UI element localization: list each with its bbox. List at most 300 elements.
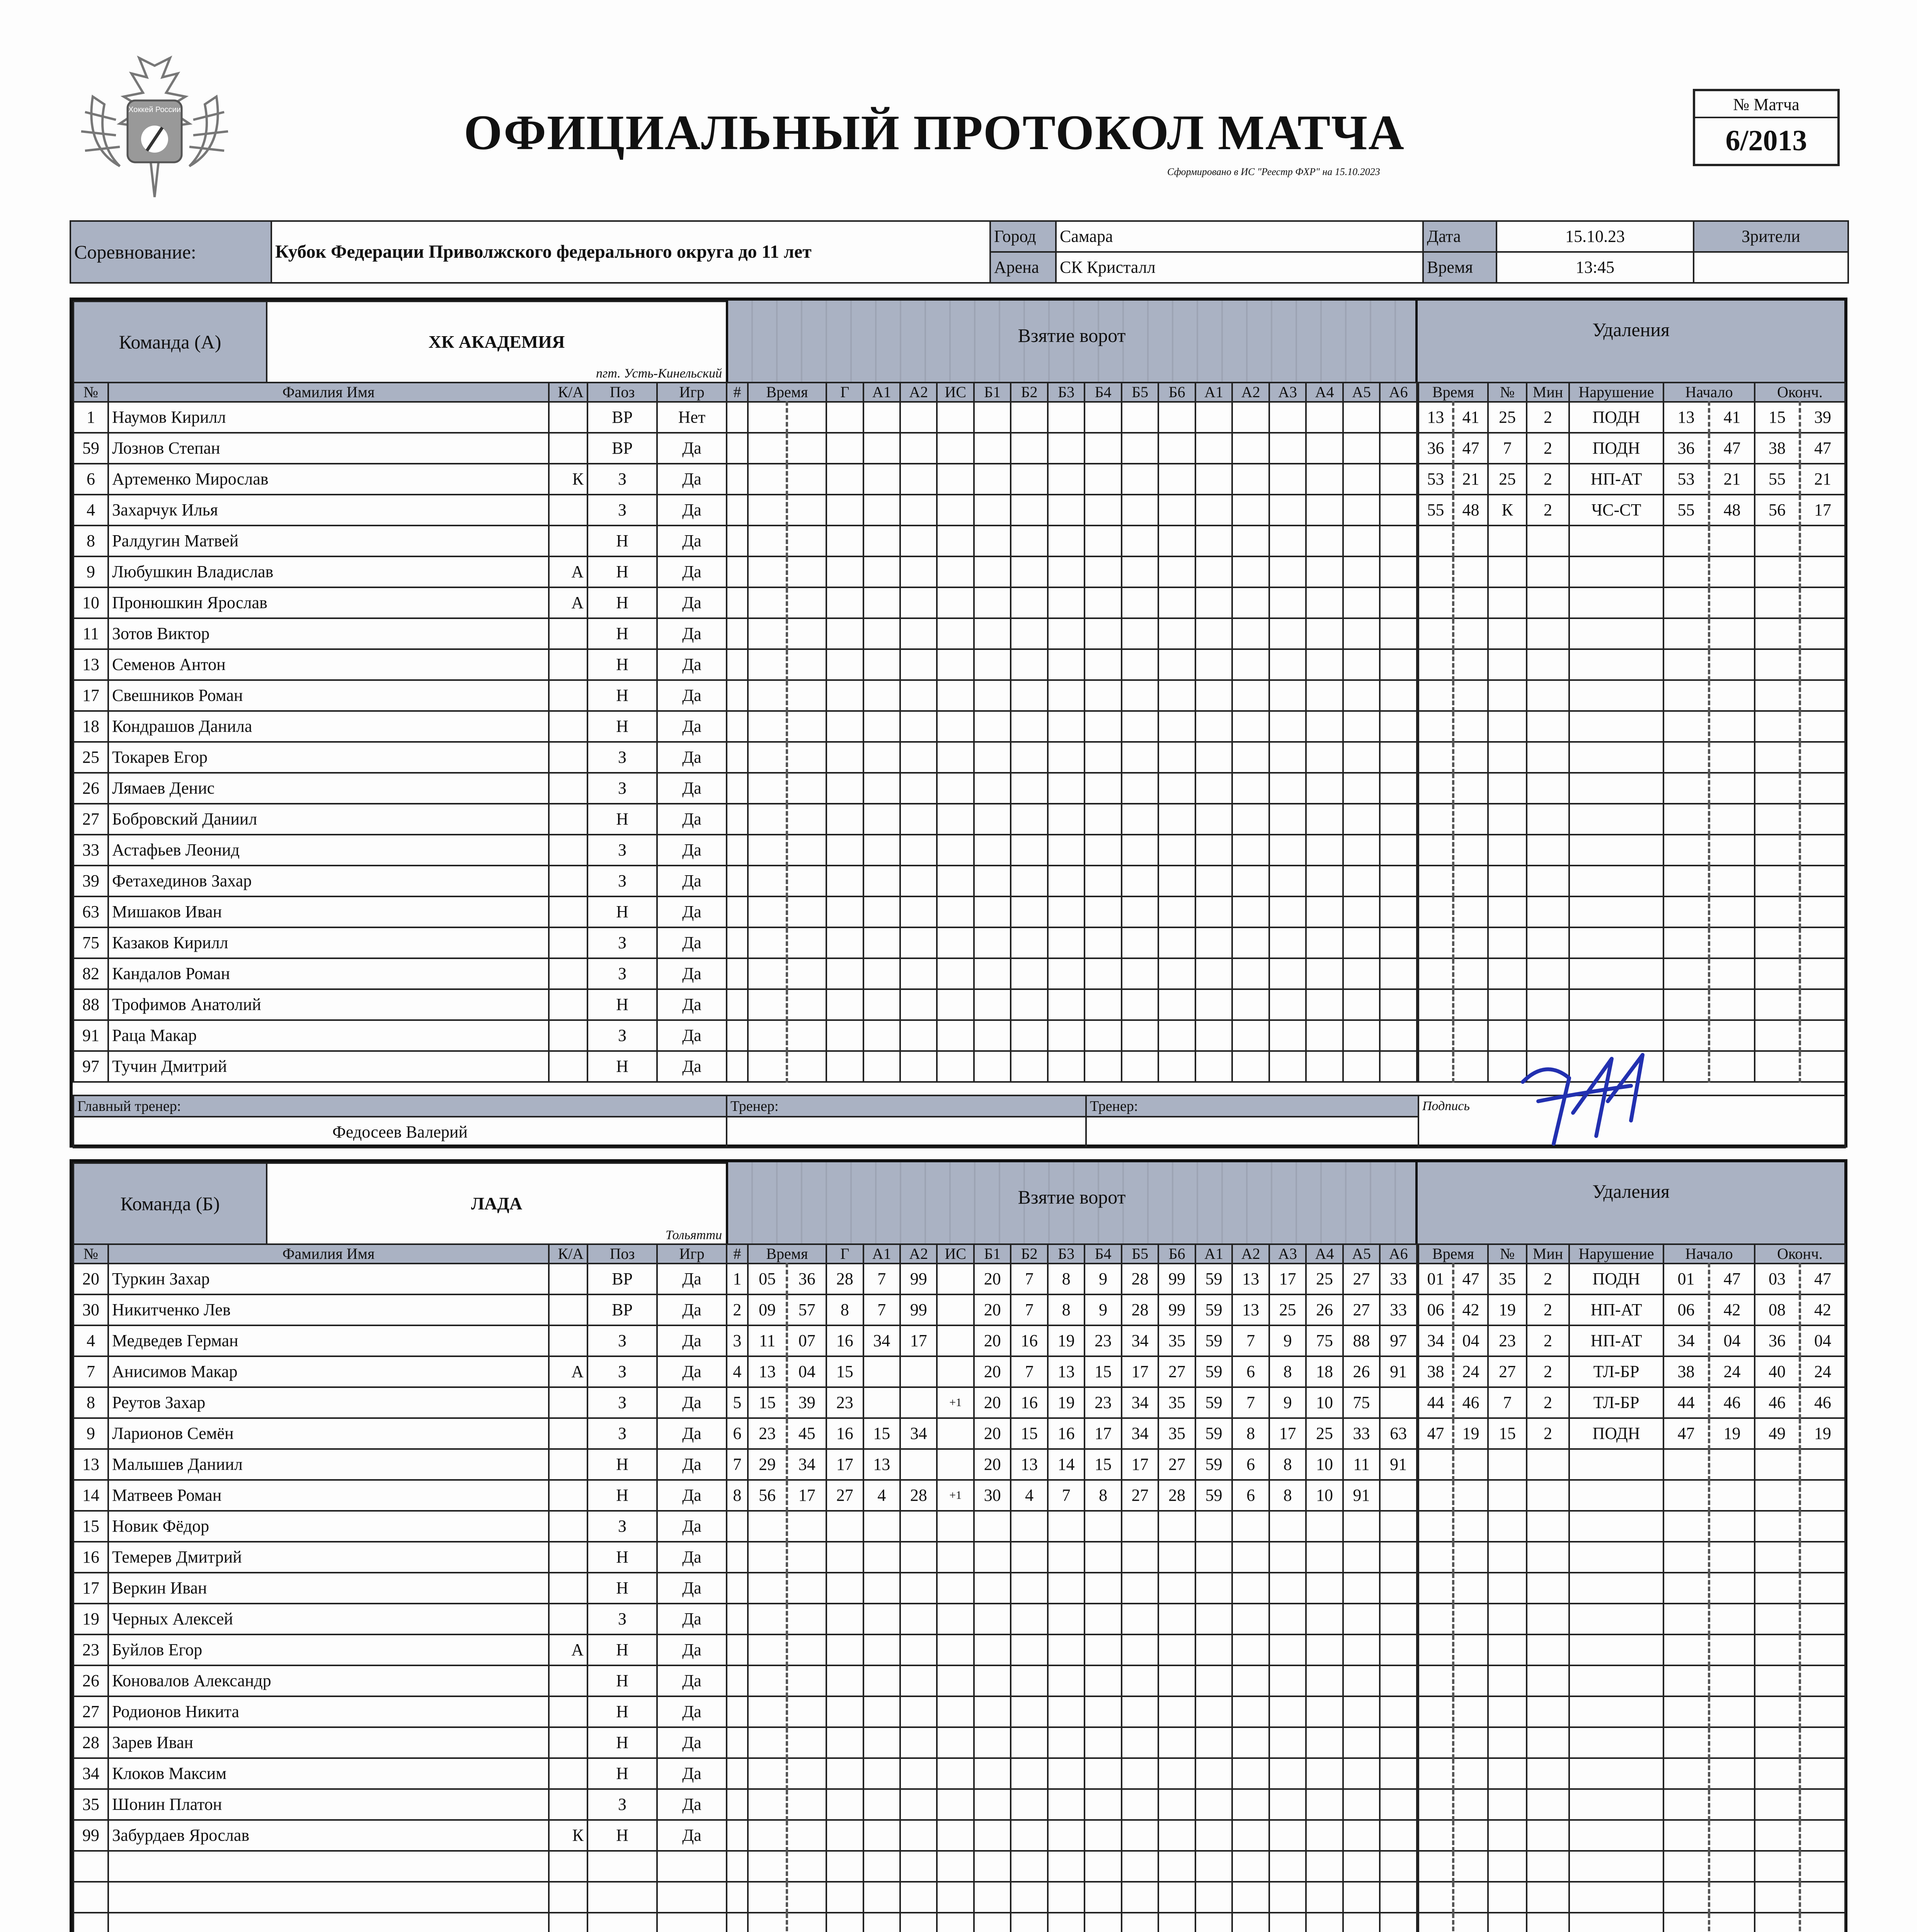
goal-cell bbox=[1084, 1020, 1121, 1051]
pen-time-s bbox=[1453, 989, 1488, 1020]
goal-number bbox=[727, 587, 748, 618]
pen-player bbox=[1488, 1573, 1527, 1604]
pen-start-s bbox=[1709, 1665, 1755, 1696]
goal-cell bbox=[937, 587, 974, 618]
goal-cell bbox=[863, 1511, 900, 1542]
pen-end-m bbox=[1755, 1020, 1800, 1051]
goal-cell bbox=[1122, 1820, 1158, 1851]
goals-col-b4: Б4 bbox=[1084, 1244, 1121, 1264]
goal-cell bbox=[1084, 680, 1121, 711]
goal-time: 15 bbox=[748, 1387, 787, 1418]
goal-cell bbox=[974, 1789, 1011, 1820]
goal-cell bbox=[1011, 1020, 1047, 1051]
goal-cell: 17 bbox=[1084, 1418, 1121, 1449]
pen-violation: ПОДН bbox=[1569, 1264, 1663, 1294]
player-name: Мишаков Иван bbox=[108, 896, 549, 927]
goal-cell: 34 bbox=[1122, 1418, 1158, 1449]
goal-cell: 28 bbox=[826, 1264, 863, 1294]
goal-cell: 8 bbox=[1048, 1294, 1084, 1325]
pen-time-m bbox=[1418, 1542, 1453, 1573]
goal-cell bbox=[1048, 1789, 1084, 1820]
table-row bbox=[727, 773, 1417, 804]
pen-minutes bbox=[1527, 1449, 1569, 1480]
player-position: З bbox=[587, 835, 657, 866]
goal-cell bbox=[1306, 896, 1343, 927]
pen-violation bbox=[1569, 1604, 1663, 1634]
team-a-signature bbox=[1515, 1043, 1693, 1159]
pen-violation bbox=[1569, 1820, 1663, 1851]
goal-cell: 25 bbox=[1306, 1418, 1343, 1449]
goal-number bbox=[727, 711, 748, 742]
competition-label: Соревнование: bbox=[70, 221, 271, 283]
goal-cell bbox=[1158, 680, 1195, 711]
player-number: 99 bbox=[73, 1820, 108, 1851]
goal-cell bbox=[1343, 556, 1380, 587]
table-row bbox=[73, 1727, 727, 1758]
goal-cell bbox=[1380, 1051, 1417, 1082]
goal-cell: 17 bbox=[1122, 1449, 1158, 1480]
pen-end-m bbox=[1755, 1913, 1800, 1932]
pen-start-s: 24 bbox=[1709, 1356, 1755, 1387]
goal-cell bbox=[1158, 1913, 1195, 1932]
goal-time bbox=[748, 1511, 787, 1542]
pen-minutes bbox=[1527, 556, 1569, 587]
goal-cell bbox=[1011, 587, 1047, 618]
goals-col-ga1: А1 bbox=[1195, 1244, 1232, 1264]
goal-cell bbox=[1084, 773, 1121, 804]
goal-number bbox=[727, 495, 748, 526]
competition-name: Кубок Федерации Приволжского федерального округа до 11 лет bbox=[271, 221, 990, 283]
table-row bbox=[727, 402, 1417, 433]
goal-cell bbox=[1232, 1665, 1269, 1696]
pen-end-s bbox=[1800, 1913, 1845, 1932]
player-name: Бобровский Даниил bbox=[108, 804, 549, 835]
pen-time-m bbox=[1418, 1480, 1453, 1511]
goal-cell bbox=[1011, 896, 1047, 927]
goals-col-ga6: А6 bbox=[1380, 383, 1417, 402]
pen-minutes bbox=[1527, 742, 1569, 773]
player-number: 39 bbox=[73, 866, 108, 896]
pen-end-m bbox=[1755, 835, 1800, 866]
goal-cell bbox=[974, 835, 1011, 866]
table-row bbox=[1418, 402, 1845, 433]
pen-end-s bbox=[1800, 1758, 1845, 1789]
player-number bbox=[73, 1882, 108, 1913]
table-row bbox=[73, 1604, 727, 1634]
table-row bbox=[1418, 1727, 1845, 1758]
table-row bbox=[1418, 618, 1845, 649]
goal-cell: 13 bbox=[1048, 1356, 1084, 1387]
pen-end-m: 40 bbox=[1755, 1356, 1800, 1387]
pen-player: 25 bbox=[1488, 464, 1527, 495]
goal-number bbox=[727, 1573, 748, 1604]
pen-minutes: 2 bbox=[1527, 464, 1569, 495]
table-row bbox=[73, 1696, 727, 1727]
pen-start-m: 06 bbox=[1663, 1294, 1709, 1325]
team-b-roster bbox=[73, 1243, 727, 1932]
pen-time-m bbox=[1418, 742, 1453, 773]
pen-end-m bbox=[1755, 866, 1800, 896]
pen-minutes bbox=[1527, 1789, 1569, 1820]
goal-cell bbox=[863, 804, 900, 835]
goal-cell bbox=[1122, 1913, 1158, 1932]
pen-end-m bbox=[1755, 649, 1800, 680]
goal-cell bbox=[826, 742, 863, 773]
goal-cell bbox=[1011, 1573, 1047, 1604]
goal-cell bbox=[1048, 742, 1084, 773]
goal-cell bbox=[1306, 1882, 1343, 1913]
goal-cell bbox=[1122, 835, 1158, 866]
goal-cell: 8 bbox=[1269, 1480, 1306, 1511]
goal-cell bbox=[1195, 556, 1232, 587]
goal-cell bbox=[900, 526, 937, 556]
pen-start-m bbox=[1663, 1480, 1709, 1511]
goal-time bbox=[748, 866, 787, 896]
goal-cell bbox=[900, 1542, 937, 1573]
player-position: Н bbox=[587, 1051, 657, 1082]
goal-cell bbox=[974, 495, 1011, 526]
goal-cell bbox=[826, 1051, 863, 1082]
goal-cell bbox=[937, 1418, 974, 1449]
goal-cell bbox=[863, 958, 900, 989]
pen-time-m bbox=[1418, 1634, 1453, 1665]
goal-number bbox=[727, 1913, 748, 1932]
pen-start-s bbox=[1709, 1449, 1755, 1480]
goal-cell bbox=[1343, 989, 1380, 1020]
goal-cell bbox=[1269, 711, 1306, 742]
pen-end-m bbox=[1755, 711, 1800, 742]
goal-cell bbox=[1048, 896, 1084, 927]
goal-time: 04 bbox=[787, 1356, 826, 1387]
player-role bbox=[549, 804, 587, 835]
goal-time bbox=[787, 618, 826, 649]
pen-player bbox=[1488, 526, 1527, 556]
goal-cell bbox=[1306, 433, 1343, 464]
pen-end-s bbox=[1800, 1882, 1845, 1913]
pen-time-m: 06 bbox=[1418, 1294, 1453, 1325]
pen-minutes bbox=[1527, 773, 1569, 804]
goal-cell bbox=[1195, 1758, 1232, 1789]
goal-cell bbox=[1011, 1851, 1047, 1882]
player-number: 30 bbox=[73, 1294, 108, 1325]
player-plays: Да bbox=[657, 618, 727, 649]
pen-time-s: 47 bbox=[1453, 1264, 1488, 1294]
pen-time-s: 04 bbox=[1453, 1325, 1488, 1356]
goal-cell bbox=[863, 618, 900, 649]
pen-end-s bbox=[1800, 989, 1845, 1020]
goal-cell bbox=[826, 402, 863, 433]
goal-cell bbox=[826, 958, 863, 989]
goal-cell bbox=[1158, 989, 1195, 1020]
pen-start-s bbox=[1709, 649, 1755, 680]
goals-col-g: Г bbox=[826, 383, 863, 402]
pen-minutes bbox=[1527, 866, 1569, 896]
goal-cell bbox=[1195, 1665, 1232, 1696]
goal-cell bbox=[1048, 958, 1084, 989]
goal-cell bbox=[900, 1356, 937, 1387]
pen-start-s bbox=[1709, 1820, 1755, 1851]
goal-cell bbox=[900, 711, 937, 742]
pen-player bbox=[1488, 1758, 1527, 1789]
goal-cell bbox=[1232, 1634, 1269, 1665]
pen-time-s bbox=[1453, 1449, 1488, 1480]
goal-cell bbox=[900, 1882, 937, 1913]
goal-cell bbox=[1232, 556, 1269, 587]
pen-end-m bbox=[1755, 989, 1800, 1020]
goal-cell bbox=[900, 587, 937, 618]
pen-time-m bbox=[1418, 1511, 1453, 1542]
goal-cell bbox=[1122, 587, 1158, 618]
goal-cell bbox=[1343, 1882, 1380, 1913]
table-row bbox=[73, 958, 727, 989]
goal-cell bbox=[1269, 835, 1306, 866]
goal-cell bbox=[1011, 433, 1047, 464]
goal-cell bbox=[1380, 1913, 1417, 1932]
pen-time-s bbox=[1453, 1480, 1488, 1511]
pen-start-s bbox=[1709, 773, 1755, 804]
table-row bbox=[727, 1294, 1417, 1325]
goals-col-b5: Б5 bbox=[1122, 383, 1158, 402]
goal-time: 09 bbox=[748, 1294, 787, 1325]
pen-violation: НП-АТ bbox=[1569, 464, 1663, 495]
pen-player bbox=[1488, 958, 1527, 989]
goal-cell bbox=[1380, 989, 1417, 1020]
goal-time bbox=[748, 958, 787, 989]
goal-cell bbox=[974, 1882, 1011, 1913]
goal-cell bbox=[1306, 1634, 1343, 1665]
pen-violation bbox=[1569, 1696, 1663, 1727]
goal-cell bbox=[1048, 711, 1084, 742]
player-name: Реутов Захар bbox=[108, 1387, 549, 1418]
goal-cell bbox=[1011, 649, 1047, 680]
goal-cell bbox=[1195, 989, 1232, 1020]
player-position: З bbox=[587, 1020, 657, 1051]
goal-cell: 16 bbox=[826, 1325, 863, 1356]
player-name: Лямаев Денис bbox=[108, 773, 549, 804]
table-row bbox=[1418, 1387, 1845, 1418]
goal-cell bbox=[1380, 464, 1417, 495]
goal-cell: 59 bbox=[1195, 1264, 1232, 1294]
goal-cell bbox=[1343, 1542, 1380, 1573]
goal-cell bbox=[974, 989, 1011, 1020]
goal-cell: 27 bbox=[1122, 1480, 1158, 1511]
goal-cell bbox=[1380, 1851, 1417, 1882]
goal-cell bbox=[1269, 495, 1306, 526]
goal-cell bbox=[1380, 742, 1417, 773]
pen-violation bbox=[1569, 649, 1663, 680]
goal-cell bbox=[1343, 1913, 1380, 1932]
goal-time bbox=[787, 1882, 826, 1913]
goal-cell bbox=[1048, 1851, 1084, 1882]
goal-cell bbox=[863, 526, 900, 556]
goal-cell bbox=[1195, 1820, 1232, 1851]
goal-cell bbox=[1343, 680, 1380, 711]
roster-col-play: Игр bbox=[657, 383, 727, 402]
pen-violation bbox=[1569, 1542, 1663, 1573]
goal-cell bbox=[1084, 526, 1121, 556]
player-position: Н bbox=[587, 711, 657, 742]
goal-cell: 8 bbox=[1048, 1264, 1084, 1294]
goal-cell bbox=[1232, 1604, 1269, 1634]
goal-cell bbox=[863, 495, 900, 526]
goal-number bbox=[727, 618, 748, 649]
goal-cell bbox=[1306, 1511, 1343, 1542]
pen-start-s bbox=[1709, 618, 1755, 649]
goal-cell bbox=[1195, 958, 1232, 989]
goal-cell: 27 bbox=[1343, 1294, 1380, 1325]
goal-cell bbox=[1269, 1511, 1306, 1542]
goal-cell bbox=[1343, 402, 1380, 433]
pen-col-start: Начало bbox=[1663, 1244, 1755, 1264]
player-name: Никитченко Лев bbox=[108, 1294, 549, 1325]
goal-cell bbox=[1232, 1542, 1269, 1573]
player-position: Н bbox=[587, 989, 657, 1020]
player-number: 26 bbox=[73, 773, 108, 804]
pen-end-s bbox=[1800, 1665, 1845, 1696]
goal-cell bbox=[937, 618, 974, 649]
pen-end-s bbox=[1800, 835, 1845, 866]
goal-number bbox=[727, 1727, 748, 1758]
goal-cell bbox=[1195, 773, 1232, 804]
pen-minutes bbox=[1527, 680, 1569, 711]
goal-cell bbox=[1158, 1851, 1195, 1882]
pen-violation bbox=[1569, 1573, 1663, 1604]
goal-cell bbox=[1306, 866, 1343, 896]
player-name: Тучин Дмитрий bbox=[108, 1051, 549, 1082]
player-role: А bbox=[549, 1356, 587, 1387]
player-number: 19 bbox=[73, 1604, 108, 1634]
goal-cell: 28 bbox=[900, 1480, 937, 1511]
player-name: Темерев Дмитрий bbox=[108, 1542, 549, 1573]
table-row bbox=[73, 1665, 727, 1696]
pen-end-s bbox=[1800, 1851, 1845, 1882]
table-row bbox=[1418, 495, 1845, 526]
player-plays: Да bbox=[657, 1511, 727, 1542]
goal-cell bbox=[863, 927, 900, 958]
pen-end-m bbox=[1755, 1758, 1800, 1789]
goal-cell: 8 bbox=[826, 1294, 863, 1325]
player-role bbox=[549, 433, 587, 464]
team-a-signature-label: Подпись bbox=[1422, 1099, 1470, 1113]
pen-minutes bbox=[1527, 804, 1569, 835]
goal-cell: 14 bbox=[1048, 1449, 1084, 1480]
goal-cell bbox=[900, 649, 937, 680]
pen-end-m bbox=[1755, 1511, 1800, 1542]
player-plays: Да bbox=[657, 711, 727, 742]
player-position: ВР bbox=[587, 402, 657, 433]
table-row bbox=[727, 1820, 1417, 1851]
match-number-label: № Матча bbox=[1695, 91, 1837, 118]
pen-end-s: 39 bbox=[1800, 402, 1845, 433]
goal-cell: 91 bbox=[1380, 1449, 1417, 1480]
goal-cell bbox=[974, 866, 1011, 896]
goal-cell: 15 bbox=[863, 1418, 900, 1449]
goal-cell: 13 bbox=[863, 1449, 900, 1480]
goal-cell bbox=[1343, 464, 1380, 495]
table-row bbox=[73, 711, 727, 742]
goal-cell bbox=[937, 1604, 974, 1634]
pen-player bbox=[1488, 1449, 1527, 1480]
pen-time-s bbox=[1453, 866, 1488, 896]
goal-cell: 23 bbox=[1084, 1387, 1121, 1418]
goal-cell: 15 bbox=[1011, 1418, 1047, 1449]
player-plays: Да bbox=[657, 1634, 727, 1665]
goal-cell bbox=[1269, 649, 1306, 680]
player-plays: Да bbox=[657, 1604, 727, 1634]
goal-cell bbox=[1232, 1696, 1269, 1727]
pen-time-s bbox=[1453, 804, 1488, 835]
player-position: З bbox=[587, 1418, 657, 1449]
goal-cell bbox=[1269, 1573, 1306, 1604]
player-role bbox=[549, 1387, 587, 1418]
goal-cell bbox=[1158, 1511, 1195, 1542]
goal-cell bbox=[1269, 464, 1306, 495]
goal-cell bbox=[1011, 866, 1047, 896]
goal-cell: 20 bbox=[974, 1418, 1011, 1449]
pen-minutes bbox=[1527, 1696, 1569, 1727]
player-number: 28 bbox=[73, 1727, 108, 1758]
pen-player bbox=[1488, 742, 1527, 773]
pen-start-s bbox=[1709, 1542, 1755, 1573]
goal-cell: 33 bbox=[1343, 1418, 1380, 1449]
date-value: 15.10.23 bbox=[1496, 221, 1694, 252]
goal-cell bbox=[1232, 618, 1269, 649]
table-row bbox=[1418, 556, 1845, 587]
goal-cell bbox=[1195, 526, 1232, 556]
goal-cell bbox=[1380, 804, 1417, 835]
goal-cell bbox=[1011, 742, 1047, 773]
player-role bbox=[549, 1696, 587, 1727]
player-position bbox=[587, 1851, 657, 1882]
goal-cell: 23 bbox=[826, 1387, 863, 1418]
player-role bbox=[549, 1789, 587, 1820]
goal-cell bbox=[1011, 1051, 1047, 1082]
pen-minutes bbox=[1527, 958, 1569, 989]
goal-cell bbox=[863, 464, 900, 495]
goal-cell bbox=[1380, 1758, 1417, 1789]
goal-cell bbox=[1380, 495, 1417, 526]
pen-start-s: 19 bbox=[1709, 1418, 1755, 1449]
table-row bbox=[727, 1882, 1417, 1913]
pen-col-viol: Нарушение bbox=[1569, 1244, 1663, 1264]
goal-cell bbox=[1158, 1882, 1195, 1913]
pen-violation bbox=[1569, 618, 1663, 649]
goal-cell bbox=[1158, 495, 1195, 526]
goal-time bbox=[748, 989, 787, 1020]
player-role bbox=[549, 1264, 587, 1294]
table-row bbox=[1418, 680, 1845, 711]
player-position: З bbox=[587, 742, 657, 773]
goal-cell: 7 bbox=[863, 1264, 900, 1294]
pen-start-m bbox=[1663, 1913, 1709, 1932]
goal-cell bbox=[1232, 1758, 1269, 1789]
goal-cell bbox=[1269, 587, 1306, 618]
goal-cell: 33 bbox=[1380, 1264, 1417, 1294]
goal-cell bbox=[1269, 804, 1306, 835]
goal-cell bbox=[863, 1356, 900, 1387]
pen-end-s: 47 bbox=[1800, 433, 1845, 464]
pen-time-m bbox=[1418, 711, 1453, 742]
goal-cell bbox=[1306, 1758, 1343, 1789]
player-number: 16 bbox=[73, 1542, 108, 1573]
pen-start-m: 44 bbox=[1663, 1387, 1709, 1418]
pen-violation bbox=[1569, 587, 1663, 618]
pen-end-s bbox=[1800, 1604, 1845, 1634]
goal-cell bbox=[1195, 1851, 1232, 1882]
player-name: Родионов Никита bbox=[108, 1696, 549, 1727]
player-position: Н bbox=[587, 1573, 657, 1604]
goals-col-hash: # bbox=[727, 1244, 748, 1264]
